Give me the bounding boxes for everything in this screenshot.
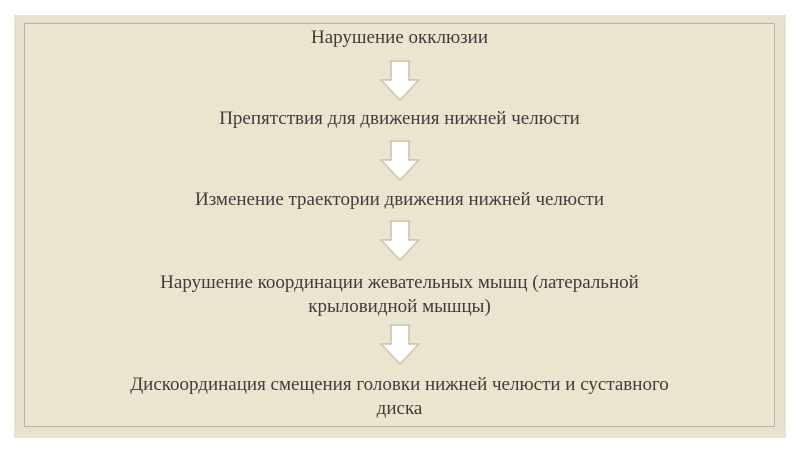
down-arrow-icon: [380, 140, 420, 182]
flow-step-occlusion: [24, 26, 775, 50]
flow-step-text: Нарушение окклюзии: [311, 27, 488, 48]
flow-step-coordination: [24, 271, 775, 319]
down-arrow-icon: [380, 60, 420, 102]
flow-step-text: Изменение траектории движения нижней челюсти: [194, 189, 605, 210]
flow-step-discoordination: [24, 373, 775, 421]
down-arrow-icon: [380, 324, 420, 366]
flow-step-text: Препятствия для движения нижней челюсти: [219, 108, 580, 129]
flow-step-line1: Дискоординация смещения головки нижней челюсти и суставного: [130, 374, 669, 395]
down-arrow-icon: [380, 220, 420, 262]
flow-step-trajectory: [24, 188, 775, 212]
flow-step-line2: диска: [376, 398, 423, 419]
flow-step-line1: Нарушение координации жевательных мышц (латеральной: [160, 272, 639, 293]
flow-step-obstacles: [24, 107, 775, 131]
flow-step-line2: крыловидной мышцы): [308, 296, 491, 317]
